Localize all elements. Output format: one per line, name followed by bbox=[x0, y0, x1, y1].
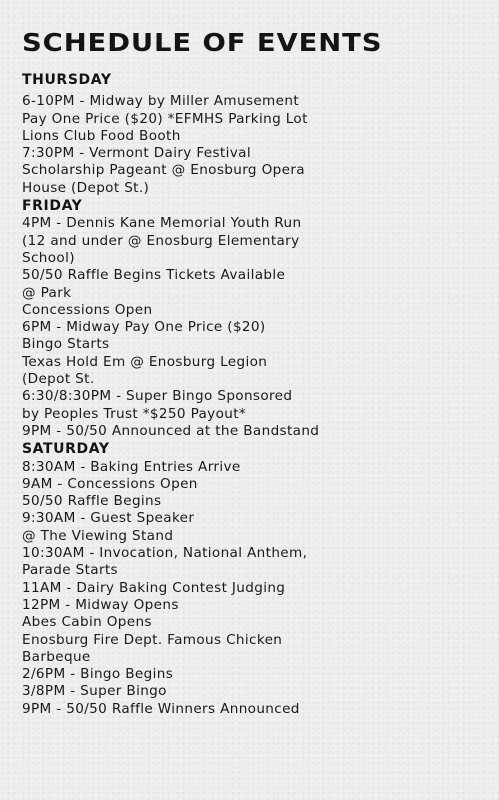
event-line: Abes Cabin Opens bbox=[22, 614, 152, 631]
event-line: Texas Hold Em @ Enosburg Legion bbox=[22, 353, 268, 370]
event-line: 9PM - 50/50 Announced at the Bandstand bbox=[22, 422, 320, 439]
day-section-thursday bbox=[22, 72, 479, 197]
event-line: by Peoples Trust *$250 Payout* bbox=[22, 405, 247, 422]
event-line: 2/6PM - Bingo Begins bbox=[22, 666, 174, 683]
event-line: Concessions Open bbox=[22, 301, 153, 318]
day-heading-thursday: THURSDAY bbox=[22, 72, 112, 88]
day-section-friday bbox=[22, 198, 479, 440]
event-line: @ Park bbox=[22, 284, 72, 301]
event-line: 4PM - Dennis Kane Memorial Youth Run bbox=[22, 215, 302, 232]
event-line: 50/50 Raffle Begins bbox=[22, 493, 162, 510]
day-heading-friday: FRIDAY bbox=[22, 198, 83, 215]
event-line: 12PM - Midway Opens bbox=[22, 596, 179, 613]
event-line: 7:30PM - Vermont Dairy Festival bbox=[22, 145, 251, 162]
day-heading-saturday: SATURDAY bbox=[22, 441, 110, 458]
event-line: 9PM - 50/50 Raffle Winners Announced bbox=[22, 700, 300, 717]
event-line: House (Depot St.) bbox=[22, 179, 150, 196]
event-line: 8:30AM - Baking Entries Arrive bbox=[22, 458, 241, 475]
event-line: Lions Club Food Booth bbox=[22, 127, 181, 144]
event-line: 10:30AM - Invocation, National Anthem, bbox=[22, 545, 308, 562]
event-line: @ The Viewing Stand bbox=[22, 527, 174, 544]
event-line: 11AM - Dairy Baking Contest Judging bbox=[22, 579, 286, 596]
event-line: Parade Starts bbox=[22, 562, 118, 579]
event-line: (12 and under @ Enosburg Elementary bbox=[22, 232, 300, 249]
event-line: Scholarship Pageant @ Enosburg Opera bbox=[22, 162, 305, 179]
event-line: Pay One Price ($20) *EFMHS Parking Lot bbox=[22, 110, 308, 127]
event-line: 6:30/8:30PM - Super Bingo Sponsored bbox=[22, 388, 293, 405]
event-line: 50/50 Raffle Begins Tickets Available bbox=[22, 267, 286, 284]
event-line: Bingo Starts bbox=[22, 336, 110, 353]
event-line: 6PM - Midway Pay One Price ($20) bbox=[22, 319, 266, 336]
event-line: 9AM - Concessions Open bbox=[22, 475, 198, 492]
event-line: School) bbox=[22, 249, 75, 266]
event-line: 6-10PM - Midway by Miller Amusement bbox=[22, 93, 300, 110]
schedule-title: SCHEDULE OF EVENTS bbox=[22, 28, 383, 57]
event-line: (Depot St. bbox=[22, 371, 95, 388]
event-line: Barbeque bbox=[22, 648, 91, 665]
event-line: 3/8PM - Super Bingo bbox=[22, 683, 167, 700]
event-line: 9:30AM - Guest Speaker bbox=[22, 510, 195, 527]
event-line: Enosburg Fire Dept. Famous Chicken bbox=[22, 631, 283, 648]
day-section-saturday bbox=[22, 441, 479, 718]
